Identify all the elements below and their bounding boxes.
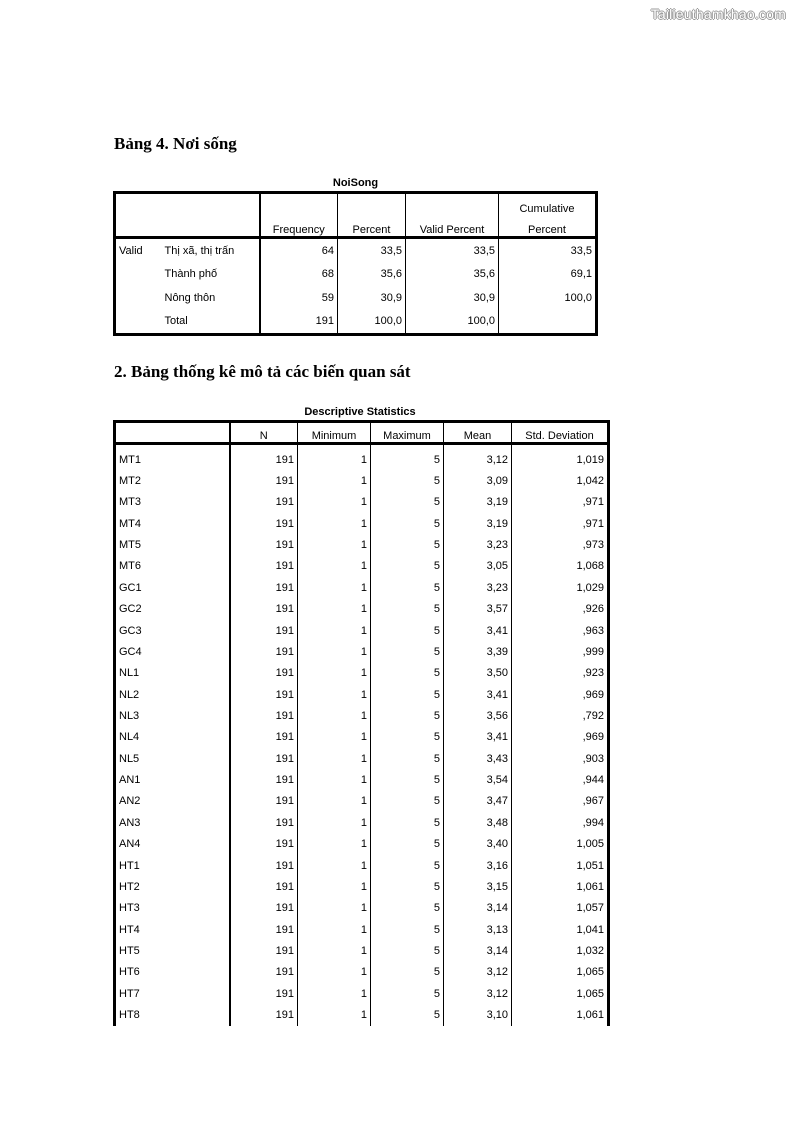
descriptive-mean-cell: 3,14 [444,898,512,919]
descriptive-std-deviation-cell: ,967 [582,795,604,808]
noisong-frequency-cell: 68 [260,263,338,287]
descriptive-row [115,791,609,812]
descriptive-n-cell: 191 [230,1004,298,1025]
descriptive-minimum-cell: 1 [298,556,371,577]
descriptive-minimum-cell: 1 [298,705,371,726]
descriptive-row [115,919,609,940]
descriptive-std-deviation-cell: ,792 [582,709,604,722]
descriptive-std-deviation-cell: ,903 [582,752,604,765]
noisong-row [115,286,597,310]
descriptive-minimum-cell: 1 [298,470,371,491]
descriptive-n-cell: 191 [230,727,298,748]
descriptive-minimum-cell: 1 [298,534,371,555]
descriptive-mean-cell: 3,19 [444,492,512,513]
descriptive-variable-label: GC4 [115,641,230,662]
descriptive-maximum-cell: 5 [371,791,444,812]
descriptive-row [115,492,609,513]
descriptive-row [115,444,609,471]
descriptive-row [115,556,609,577]
descriptive-std-deviation-cell: 1,029 [576,581,604,594]
descriptive-minimum-cell: 1 [298,940,371,961]
descriptive-maximum-cell: 5 [371,599,444,620]
descriptive-mean-cell: 3,12 [444,962,512,983]
descriptive-header-minimum: Minimum [298,422,371,444]
descriptive-mean-cell: 3,13 [444,919,512,940]
descriptive-n-cell: 191 [230,492,298,513]
noisong-valid-percent-cell: 35,6 [406,263,499,287]
descriptive-std-deviation-cell: ,926 [582,603,604,616]
descriptive-std-deviation-cell: 1,061 [576,880,604,893]
noisong-valid-percent-cell: 100,0 [406,310,499,335]
descriptive-row [115,983,609,1004]
descriptive-std-deviation-cell: ,994 [582,816,604,829]
descriptive-mean-cell: 3,09 [444,470,512,491]
noisong-row [115,310,597,335]
noisong-group-label [115,286,162,310]
descriptive-mean-cell: 3,10 [444,1004,512,1025]
descriptive-n-cell: 191 [230,663,298,684]
noisong-header-cumulative-bottom: Percent [499,215,597,238]
noisong-cumulative-cell: 69,1 [570,268,592,281]
noisong-table-title: NoiSong [332,177,379,189]
descriptive-std-deviation-cell: 1,068 [576,560,604,573]
noisong-row [115,238,597,263]
descriptive-maximum-cell: 5 [371,470,444,491]
descriptive-row [115,962,609,983]
descriptive-minimum-cell: 1 [298,855,371,876]
noisong-header-frequency: Frequency [260,215,338,238]
descriptive-mean-cell: 3,43 [444,748,512,769]
descriptive-n-cell: 191 [230,705,298,726]
noisong-group-label: Valid [119,244,143,257]
descriptive-row [115,769,609,790]
descriptive-maximum-cell: 5 [371,620,444,641]
descriptive-n-cell: 191 [230,577,298,598]
noisong-frequency-cell: 59 [260,286,338,310]
noisong-percent-cell: 35,6 [338,263,406,287]
descriptive-row [115,663,609,684]
descriptive-std-deviation-cell: 1,051 [576,859,604,872]
descriptive-minimum-cell: 1 [298,1004,371,1025]
descriptive-header-mean: Mean [444,422,512,444]
descriptive-n-cell: 191 [230,556,298,577]
descriptive-maximum-cell: 5 [371,898,444,919]
descriptive-variable-label: HT8 [115,1004,230,1025]
descriptive-variable-label: MT4 [115,513,230,534]
descriptive-mean-cell: 3,50 [444,663,512,684]
descriptive-std-deviation-cell: 1,061 [576,1009,604,1022]
descriptive-std-deviation-cell: 1,042 [576,475,604,488]
descriptive-table-title: Descriptive Statistics [304,406,416,418]
descriptive-minimum-cell: 1 [298,833,371,854]
descriptive-std-deviation-cell: ,963 [582,624,604,637]
descriptive-n-cell: 191 [230,769,298,790]
descriptive-mean-cell: 3,48 [444,812,512,833]
descriptive-row [115,534,609,555]
descriptive-variable-label: HT5 [115,940,230,961]
noisong-table [113,191,598,336]
noisong-header-cumulative-top: Cumulative [519,203,575,215]
descriptive-std-deviation-cell: ,999 [582,645,604,658]
noisong-cumulative-cell [499,310,597,335]
descriptive-n-cell: 191 [230,919,298,940]
descriptive-variable-label: AN1 [115,769,230,790]
descriptive-row [115,748,609,769]
descriptive-std-deviation-cell: ,969 [582,688,604,701]
descriptive-n-cell: 191 [230,444,298,471]
descriptive-n-cell: 191 [230,855,298,876]
descriptive-std-deviation-cell: ,973 [582,539,604,552]
noisong-cumulative-cell: 100,0 [564,291,592,304]
descriptive-mean-cell: 3,39 [444,641,512,662]
descriptive-mean-cell: 3,23 [444,577,512,598]
noisong-frequency-cell: 64 [260,238,338,263]
descriptive-maximum-cell: 5 [371,513,444,534]
noisong-header-percent: Percent [338,215,406,238]
descriptive-minimum-cell: 1 [298,983,371,1004]
descriptive-n-cell: 191 [230,748,298,769]
descriptive-std-deviation-cell: 1,065 [576,987,604,1000]
descriptive-variable-label: NL4 [115,727,230,748]
descriptive-maximum-cell: 5 [371,534,444,555]
descriptive-header-row [115,422,609,444]
descriptive-minimum-cell: 1 [298,898,371,919]
descriptive-variable-label: MT1 [115,444,230,471]
descriptive-minimum-cell: 1 [298,663,371,684]
descriptive-mean-cell: 3,19 [444,513,512,534]
section1-heading: Bảng 4. Nơi sống [114,134,237,153]
descriptive-n-cell: 191 [230,962,298,983]
descriptive-maximum-cell: 5 [371,940,444,961]
descriptive-mean-cell: 3,41 [444,620,512,641]
descriptive-minimum-cell: 1 [298,684,371,705]
watermark: Tailieuthamkhao.com [650,6,786,22]
descriptive-n-cell: 191 [230,812,298,833]
descriptive-mean-cell: 3,12 [444,444,512,471]
descriptive-row [115,577,609,598]
descriptive-variable-label: AN3 [115,812,230,833]
descriptive-n-cell: 191 [230,534,298,555]
descriptive-variable-label: GC1 [115,577,230,598]
descriptive-n-cell: 191 [230,470,298,491]
descriptive-maximum-cell: 5 [371,919,444,940]
noisong-percent-cell: 30,9 [338,286,406,310]
descriptive-maximum-cell: 5 [371,748,444,769]
noisong-category-label: Thị xã, thị trấn [162,238,260,263]
descriptive-std-deviation-cell: 1,032 [576,944,604,957]
descriptive-row [115,940,609,961]
descriptive-row [115,812,609,833]
descriptive-variable-label: HT7 [115,983,230,1004]
descriptive-maximum-cell: 5 [371,855,444,876]
descriptive-header-maximum: Maximum [371,422,444,444]
descriptive-minimum-cell: 1 [298,962,371,983]
descriptive-minimum-cell: 1 [298,812,371,833]
descriptive-n-cell: 191 [230,940,298,961]
descriptive-n-cell: 191 [230,641,298,662]
descriptive-std-deviation-cell: 1,041 [576,923,604,936]
noisong-header-top-cell [406,193,499,216]
section2-heading: 2. Bảng thống kê mô tả các biến quan sát [114,362,411,381]
descriptive-n-cell: 191 [230,599,298,620]
descriptive-mean-cell: 3,14 [444,940,512,961]
descriptive-row [115,833,609,854]
descriptive-mean-cell: 3,56 [444,705,512,726]
descriptive-maximum-cell: 5 [371,983,444,1004]
descriptive-n-cell: 191 [230,833,298,854]
noisong-header-top-cell [338,193,406,216]
noisong-header-top-cell [260,193,338,216]
noisong-category-label: Thành phố [162,263,260,287]
descriptive-maximum-cell: 5 [371,962,444,983]
descriptive-mean-cell: 3,41 [444,727,512,748]
descriptive-std-deviation-cell: ,969 [582,731,604,744]
noisong-row [115,263,597,287]
descriptive-maximum-cell: 5 [371,769,444,790]
descriptive-std-deviation-cell: 1,005 [576,838,604,851]
noisong-category-label: Nông thôn [162,286,260,310]
descriptive-minimum-cell: 1 [298,492,371,513]
descriptive-variable-label: HT6 [115,962,230,983]
descriptive-header-stub [115,422,230,444]
descriptive-n-cell: 191 [230,620,298,641]
descriptive-row [115,705,609,726]
descriptive-minimum-cell: 1 [298,641,371,662]
descriptive-n-cell: 191 [230,876,298,897]
descriptive-maximum-cell: 5 [371,663,444,684]
descriptive-row [115,898,609,919]
descriptive-variable-label: HT4 [115,919,230,940]
noisong-header-valid-percent: Valid Percent [406,215,499,238]
descriptive-mean-cell: 3,54 [444,769,512,790]
descriptive-mean-cell: 3,15 [444,876,512,897]
descriptive-variable-label: HT1 [115,855,230,876]
descriptive-std-deviation-cell: ,944 [582,774,604,787]
descriptive-std-deviation-cell: 1,057 [576,902,604,915]
noisong-header-stub [115,215,260,238]
descriptive-std-deviation-cell: ,923 [582,667,604,680]
descriptive-variable-label: NL3 [115,705,230,726]
noisong-cumulative-cell: 33,5 [570,244,592,257]
descriptive-variable-label: NL1 [115,663,230,684]
descriptive-variable-label: AN4 [115,833,230,854]
descriptive-variable-label: MT2 [115,470,230,491]
descriptive-row [115,1004,609,1025]
noisong-group-label [115,310,162,335]
descriptive-mean-cell: 3,16 [444,855,512,876]
descriptive-variable-label: AN2 [115,791,230,812]
descriptive-minimum-cell: 1 [298,769,371,790]
descriptive-row [115,684,609,705]
descriptive-maximum-cell: 5 [371,876,444,897]
noisong-header-stub [115,193,260,216]
descriptive-row [115,513,609,534]
descriptive-mean-cell: 3,57 [444,599,512,620]
descriptive-minimum-cell: 1 [298,919,371,940]
descriptive-maximum-cell: 5 [371,727,444,748]
descriptive-header-std-deviation: Std. Deviation [512,422,609,444]
noisong-category-label: Total [162,310,260,335]
descriptive-variable-label: HT3 [115,898,230,919]
descriptive-row [115,599,609,620]
descriptive-row [115,620,609,641]
descriptive-minimum-cell: 1 [298,727,371,748]
descriptive-n-cell: 191 [230,791,298,812]
descriptive-std-deviation-cell: ,971 [582,517,604,530]
noisong-frequency-cell: 191 [260,310,338,335]
descriptive-row [115,876,609,897]
noisong-percent-cell: 33,5 [338,238,406,263]
descriptive-variable-label: GC2 [115,599,230,620]
descriptive-std-deviation-cell: 1,019 [576,453,604,466]
descriptive-variable-label: HT2 [115,876,230,897]
descriptive-maximum-cell: 5 [371,444,444,471]
descriptive-maximum-cell: 5 [371,705,444,726]
descriptive-maximum-cell: 5 [371,577,444,598]
descriptive-row [115,855,609,876]
descriptive-variable-label: MT5 [115,534,230,555]
descriptive-n-cell: 191 [230,898,298,919]
descriptive-minimum-cell: 1 [298,599,371,620]
descriptive-minimum-cell: 1 [298,876,371,897]
descriptive-mean-cell: 3,05 [444,556,512,577]
descriptive-n-cell: 191 [230,684,298,705]
descriptive-std-deviation-cell: 1,065 [576,966,604,979]
descriptive-variable-label: GC3 [115,620,230,641]
descriptive-minimum-cell: 1 [298,444,371,471]
descriptive-n-cell: 191 [230,513,298,534]
noisong-group-label [115,263,162,287]
descriptive-mean-cell: 3,40 [444,833,512,854]
descriptive-mean-cell: 3,41 [444,684,512,705]
descriptive-row [115,727,609,748]
descriptive-minimum-cell: 1 [298,620,371,641]
descriptive-minimum-cell: 1 [298,513,371,534]
descriptive-variable-label: MT3 [115,492,230,513]
descriptive-variable-label: NL5 [115,748,230,769]
descriptive-maximum-cell: 5 [371,1004,444,1025]
descriptive-maximum-cell: 5 [371,833,444,854]
noisong-valid-percent-cell: 30,9 [406,286,499,310]
descriptive-maximum-cell: 5 [371,641,444,662]
noisong-valid-percent-cell: 33,5 [406,238,499,263]
descriptive-minimum-cell: 1 [298,577,371,598]
noisong-header-row-bottom [115,215,597,238]
descriptive-row [115,470,609,491]
descriptive-maximum-cell: 5 [371,812,444,833]
descriptive-statistics-table [113,420,610,1026]
noisong-header-row-top [115,193,597,216]
noisong-percent-cell: 100,0 [338,310,406,335]
descriptive-maximum-cell: 5 [371,492,444,513]
descriptive-header-n: N [230,422,298,444]
descriptive-maximum-cell: 5 [371,556,444,577]
descriptive-mean-cell: 3,12 [444,983,512,1004]
descriptive-variable-label: NL2 [115,684,230,705]
descriptive-minimum-cell: 1 [298,748,371,769]
descriptive-mean-cell: 3,23 [444,534,512,555]
descriptive-minimum-cell: 1 [298,791,371,812]
descriptive-row [115,641,609,662]
descriptive-std-deviation-cell: ,971 [582,496,604,509]
descriptive-maximum-cell: 5 [371,684,444,705]
descriptive-mean-cell: 3,47 [444,791,512,812]
descriptive-variable-label: MT6 [115,556,230,577]
descriptive-n-cell: 191 [230,983,298,1004]
